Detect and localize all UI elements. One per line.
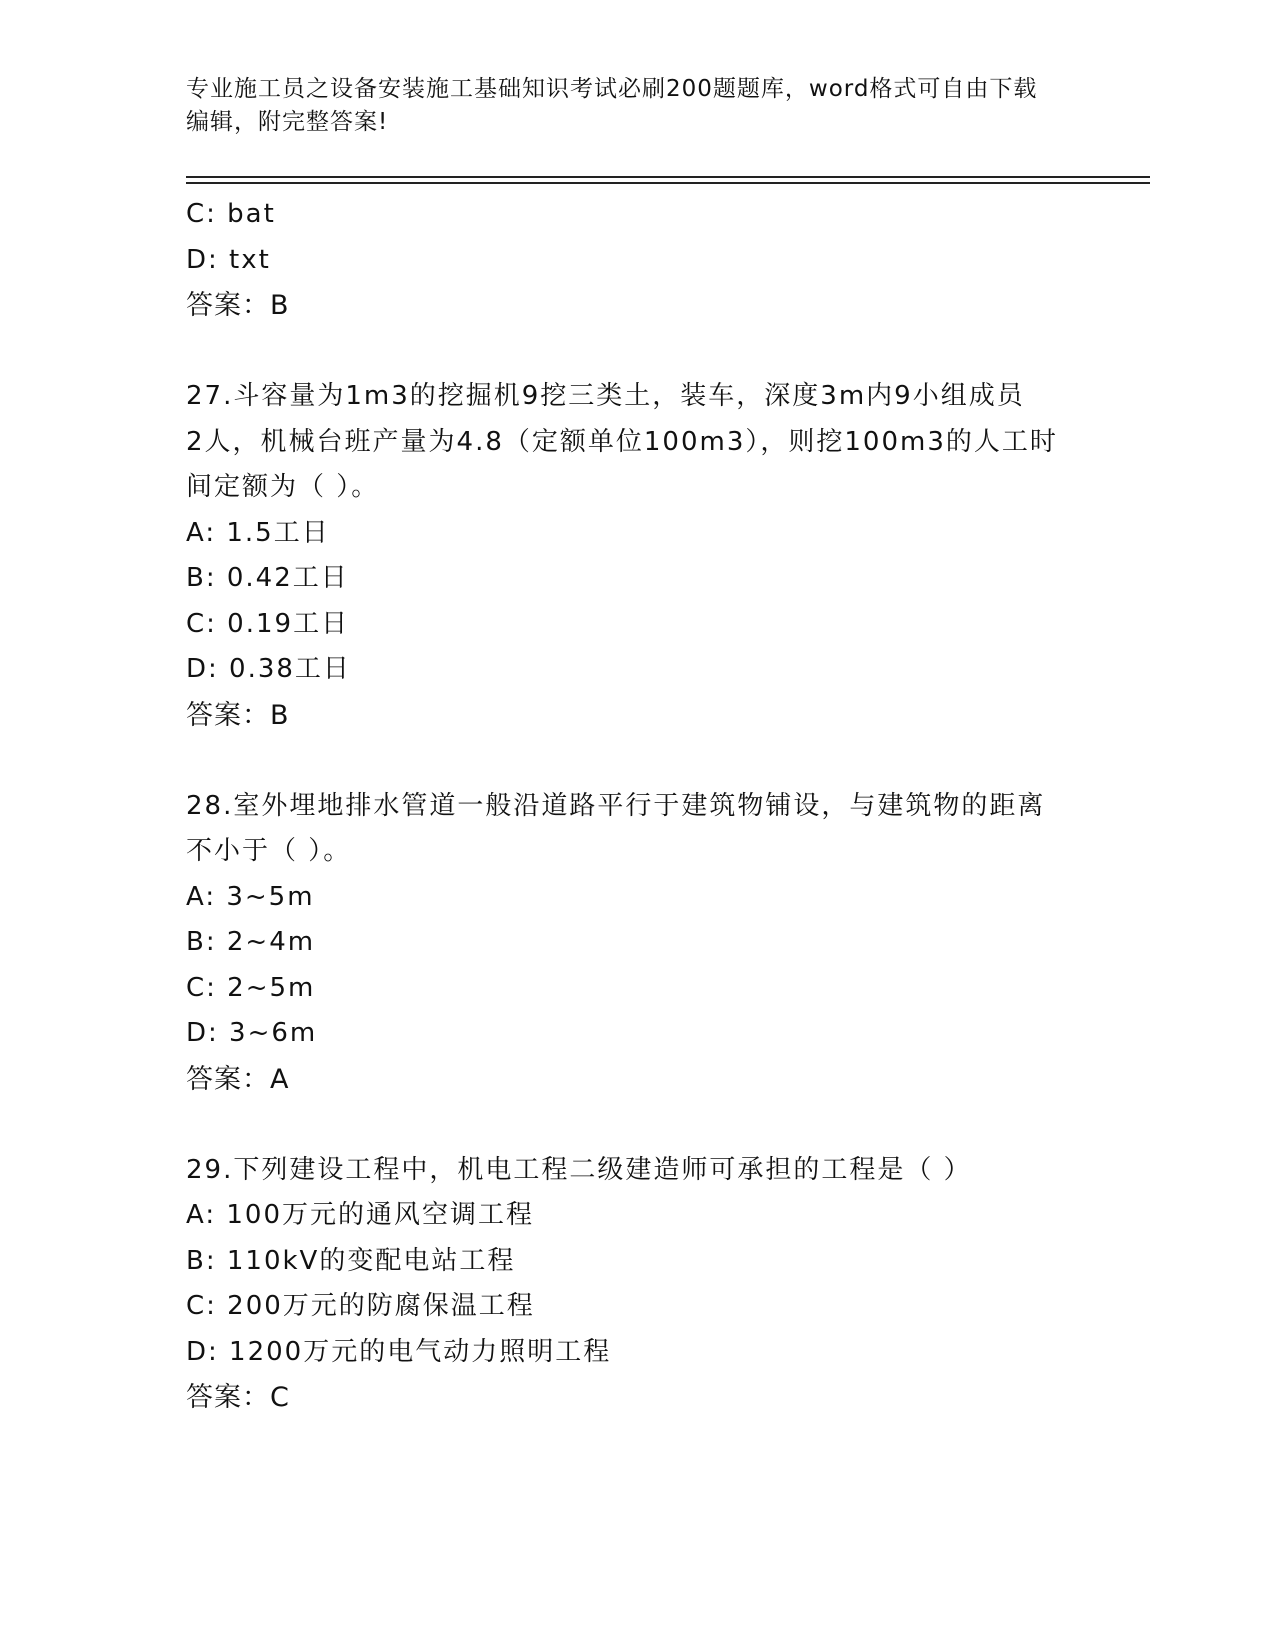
question-28 [186, 784, 1150, 1103]
question-text-line: 27.斗容量为1m3的挖掘机9挖三类土，装车，深度3m内9小组成员 [186, 381, 1025, 411]
question-text-line: 间定额为（ ）。 [186, 472, 380, 502]
spacer [186, 738, 1150, 784]
option-c: C: 200万元的防腐保温工程 [186, 1291, 535, 1321]
question-text-line: 29.下列建设工程中，机电工程二级建造师可承担的工程是（ ） [186, 1154, 972, 1185]
option-c: C: 2~5m [186, 972, 316, 1003]
question-26-continued [186, 192, 1150, 329]
option-b: B: 110kV的变配电站工程 [186, 1245, 516, 1276]
spacer [186, 1102, 1150, 1148]
header-rule-top [186, 176, 1150, 178]
option-c: C: bat [186, 199, 276, 229]
option-d: D: 3~6m [186, 1018, 318, 1048]
spacer [186, 329, 1150, 375]
question-27 [186, 374, 1150, 738]
option-c: C: 0.19工日 [186, 608, 350, 639]
header-line-2: 编辑，附完整答案! [186, 109, 389, 135]
option-b: B: 2~4m [186, 927, 316, 957]
header-line-1: 专业施工员之设备安装施工基础知识考试必刷200题题库，word格式可自由下载 [186, 76, 1038, 102]
option-a: A: 3~5m [186, 881, 315, 912]
page-header [186, 73, 1066, 139]
option-a: A: 1.5工日 [186, 517, 330, 548]
header-rule-bottom [186, 182, 1150, 184]
question-29 [186, 1148, 1150, 1421]
question-text-line: 不小于（ ）。 [186, 836, 352, 866]
option-a: A: 100万元的通风空调工程 [186, 1200, 534, 1230]
option-d: D: txt [186, 244, 271, 275]
question-text-line: 2人，机械台班产量为4.8（定额单位100m3），则挖100m3的人工时 [186, 426, 1058, 457]
answer-line: 答案：B [186, 290, 290, 321]
option-d: D: 1200万元的电气动力照明工程 [186, 1336, 612, 1367]
option-b: B: 0.42工日 [186, 563, 349, 593]
answer-line: 答案：C [186, 1382, 290, 1413]
answer-line: 答案：B [186, 699, 290, 731]
question-list [186, 192, 1150, 1421]
answer-line: 答案：A [186, 1063, 290, 1095]
question-text-line: 28.室外埋地排水管道一般沿道路平行于建筑物铺设，与建筑物的距离 [186, 790, 1046, 821]
option-d: D: 0.38工日 [186, 654, 351, 684]
